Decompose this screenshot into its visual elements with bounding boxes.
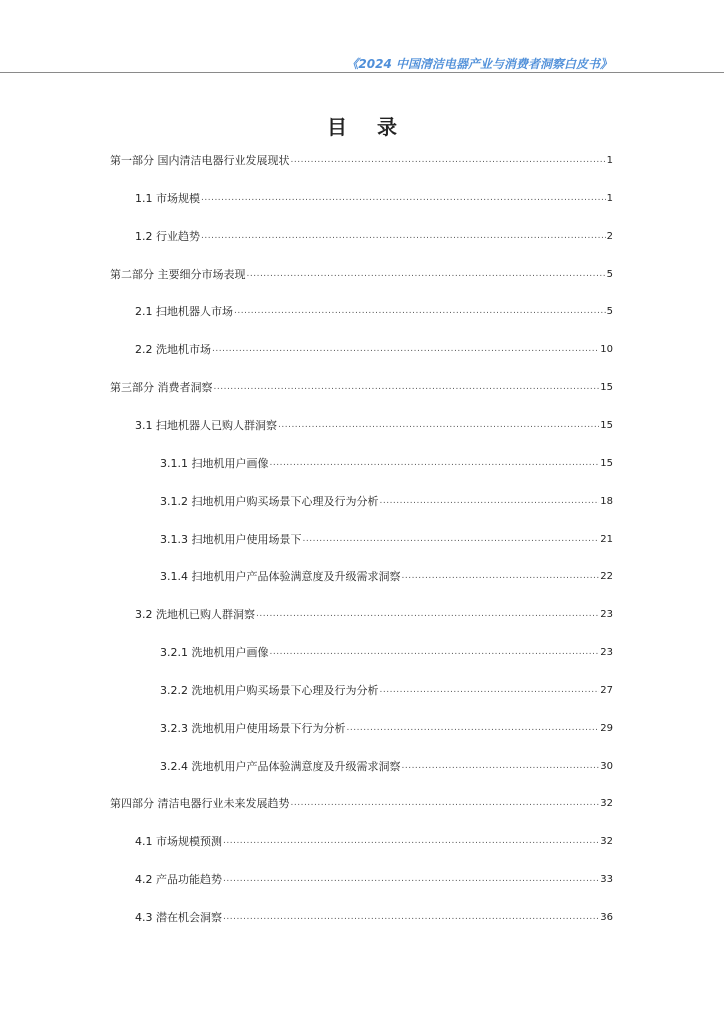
toc-entry[interactable] (160, 493, 613, 509)
toc-entry-label: 3.1.4 扫地机用户产品体验满意度及升级需求洞察 (160, 570, 401, 583)
document-header-title: 《2024 中国清洁电器产业与消费者洞察白皮书》 (346, 57, 612, 71)
toc-entry-label: 3.1.1 扫地机用户画像 (160, 457, 269, 470)
toc-entry[interactable] (160, 758, 613, 774)
toc-entry[interactable] (135, 341, 613, 357)
toc-entry-page-number: 5 (606, 306, 613, 317)
toc-entry-label: 3.1 扫地机器人已购人群洞察 (135, 419, 277, 432)
toc-leader-dots (201, 230, 606, 242)
toc-entry-label: 第三部分 消费者洞察 (110, 381, 213, 394)
toc-entry[interactable] (160, 455, 613, 471)
toc-entry[interactable] (110, 795, 613, 811)
toc-entry[interactable] (135, 909, 613, 925)
toc-entry[interactable] (160, 568, 613, 584)
toc-title-char-1: 目 (327, 115, 347, 139)
toc-entry-label: 3.2.4 洗地机用户产品体验满意度及升级需求洞察 (160, 760, 401, 773)
toc-leader-dots (256, 608, 599, 620)
toc-entry[interactable] (160, 531, 613, 547)
toc-entry-label: 3.1.2 扫地机用户购买场景下心理及行为分析 (160, 495, 379, 508)
toc-entry-page-number: 29 (600, 723, 613, 734)
toc-leader-dots (379, 684, 599, 696)
toc-entry[interactable] (135, 833, 613, 849)
toc-leader-dots (270, 457, 600, 469)
toc-entry-page-number: 5 (606, 269, 613, 280)
toc-leader-dots (278, 419, 599, 431)
toc-title-char-2: 录 (377, 115, 397, 139)
toc-entry[interactable] (160, 644, 613, 660)
toc-leader-dots (247, 268, 606, 280)
toc-leader-dots (346, 722, 599, 734)
toc-leader-dots (291, 154, 606, 166)
toc-entry[interactable] (110, 152, 613, 168)
toc-entry-page-number: 27 (600, 685, 613, 696)
toc-leader-dots (401, 570, 599, 582)
toc-entry-page-number: 15 (600, 458, 613, 469)
toc-entry-page-number: 36 (600, 912, 613, 923)
toc-entry-label: 1.1 市场规模 (135, 192, 200, 205)
toc-entry[interactable] (135, 303, 613, 319)
toc-entry-page-number: 23 (600, 647, 613, 658)
toc-entry-label: 3.2.2 洗地机用户购买场景下心理及行为分析 (160, 684, 379, 697)
toc-entry[interactable] (160, 720, 613, 736)
toc-entry-page-number: 1 (606, 155, 613, 166)
toc-entry-page-number: 18 (600, 496, 613, 507)
toc-entry-page-number: 15 (600, 420, 613, 431)
toc-leader-dots (303, 533, 600, 545)
toc-entry-label: 第一部分 国内清洁电器行业发展现状 (110, 154, 290, 167)
toc-entry-label: 2.2 洗地机市场 (135, 343, 211, 356)
toc-entry-page-number: 10 (600, 344, 613, 355)
toc-leader-dots (223, 873, 599, 885)
toc-entry-label: 第二部分 主要细分市场表现 (110, 268, 246, 281)
toc-entry[interactable] (135, 417, 613, 433)
toc-leader-dots (201, 192, 606, 204)
toc-entry-page-number: 22 (600, 571, 613, 582)
toc-entry[interactable] (135, 606, 613, 622)
toc-entry-label: 第四部分 清洁电器行业未来发展趋势 (110, 797, 290, 810)
toc-leader-dots (291, 797, 600, 809)
toc-entry[interactable] (110, 379, 613, 395)
toc-entry[interactable] (135, 871, 613, 887)
toc-entry-label: 3.2 洗地机已购人群洞察 (135, 608, 255, 621)
toc-entry-page-number: 32 (600, 798, 613, 809)
toc-title (0, 111, 724, 140)
toc-entry-page-number: 33 (600, 874, 613, 885)
toc-entry[interactable] (135, 228, 613, 244)
toc-entry[interactable] (135, 190, 613, 206)
toc-leader-dots (223, 911, 599, 923)
toc-entry-page-number: 1 (606, 193, 613, 204)
toc-entry-label: 3.2.3 洗地机用户使用场景下行为分析 (160, 722, 346, 735)
toc-entry-label: 4.3 潜在机会洞察 (135, 911, 222, 924)
toc-entry-page-number: 2 (606, 231, 613, 242)
toc-leader-dots (379, 495, 599, 507)
toc-entry-label: 3.2.1 洗地机用户画像 (160, 646, 269, 659)
toc-entry-label: 4.2 产品功能趋势 (135, 873, 222, 886)
toc-entry-label: 1.2 行业趋势 (135, 230, 200, 243)
toc-entry-page-number: 15 (600, 382, 613, 393)
toc-entry-page-number: 23 (600, 609, 613, 620)
toc-entry-page-number: 32 (600, 836, 613, 847)
toc-entry-page-number: 21 (600, 534, 613, 545)
header-divider (0, 72, 724, 73)
toc-leader-dots (212, 343, 599, 355)
toc-leader-dots (270, 646, 600, 658)
toc-entry-label: 2.1 扫地机器人市场 (135, 305, 233, 318)
toc-leader-dots (214, 381, 600, 393)
toc-leader-dots (401, 760, 599, 772)
toc-leader-dots (223, 835, 599, 847)
toc-entry[interactable] (160, 682, 613, 698)
toc-leader-dots (234, 305, 606, 317)
toc-entry[interactable] (110, 266, 613, 282)
toc-entry-label: 4.1 市场规模预测 (135, 835, 222, 848)
toc-entry-label: 3.1.3 扫地机用户使用场景下 (160, 533, 302, 546)
toc-entry-page-number: 30 (600, 761, 613, 772)
